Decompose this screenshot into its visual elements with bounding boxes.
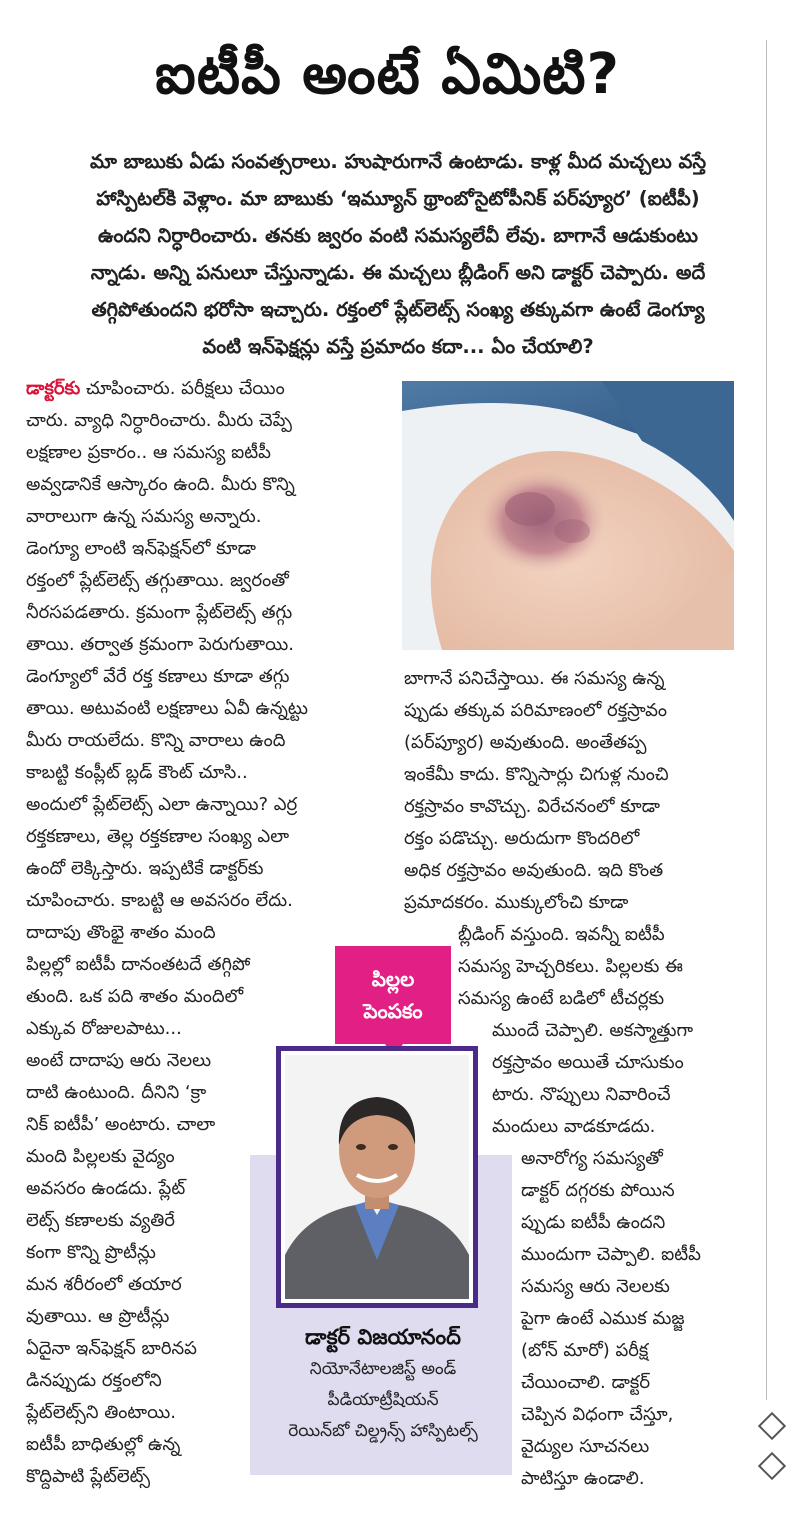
answer-line: లక్షణాల ప్రకారం.. ఆ సమస్య ఐటీపీ xyxy=(26,442,271,463)
answer-line: సమస్య హెచ్చరికలు. పిల్లలకు ఈ xyxy=(458,956,683,977)
question-line: తగ్గిపోతుందని భరోసా ఇచ్చారు. రక్తంలో ప్లేట్‌లెట్స్ సంఖ్య తక్కువగా ఉంటే డెంగ్యూ xyxy=(91,298,705,321)
answer-line: పైగా ఉంటే ఎముక మజ్జ xyxy=(521,1308,685,1329)
answer-line: డినప్పుడు రక్తంలోని xyxy=(26,1370,162,1391)
answer-line: డెంగ్యూ లాంటి ఇన్‌ఫెక్షన్‌లో కూడా xyxy=(26,538,256,559)
answer-line: చూపించారు. పరీక్షలు చేయిం xyxy=(80,378,285,399)
answer-line: డాక్టర్ దగ్గరకు పోయిన xyxy=(521,1180,675,1201)
answer-line: సమస్య ఉంటే బడిలో టీచర్లకు xyxy=(458,988,665,1009)
answer-line: రక్తం పడొచ్చు. అరుదుగా కొందరిలో xyxy=(404,828,640,849)
answer-column-right xyxy=(404,663,754,919)
answer-line: రక్తస్రావం అయితే చూసుకుం xyxy=(492,1052,684,1073)
doctor-portrait xyxy=(276,1046,478,1308)
question-line: వంటి ఇన్‌ఫెక్షన్లు వస్తే ప్రమాదం కదా... ఏం చేయాలి? xyxy=(202,335,594,358)
doctor-name: డాక్టర్ విజయానంద్ xyxy=(305,1325,461,1349)
answer-line: ప్లేట్‌లెట్స్‌ని తింటాయి. xyxy=(26,1402,176,1423)
answer-line: దాదాపు తొంభై శాతం మంది xyxy=(26,922,216,943)
section-tag xyxy=(335,946,451,1044)
answer-line: చేయించాలి. డాక్టర్ xyxy=(521,1372,651,1393)
diamond-icon xyxy=(758,1412,786,1440)
doctor-byline xyxy=(255,1320,511,1447)
page-title: ఐటీపీ అంటే ఏమిటి? xyxy=(155,42,620,107)
answer-line: కొద్దిపాటి ప్లేట్‌లెట్స్ xyxy=(26,1466,151,1487)
answer-line: ముందుగా చెప్పాలి. ఐటీపీ xyxy=(521,1244,701,1265)
answer-line: అందులో ప్లేట్‌లెట్స్ ఎలా ఉన్నాయి? ఎర్ర xyxy=(26,794,298,815)
question-line: మా బాబుకు ఏడు సంవత్సరాలు. హుషారుగానే ఉంటాడు. కాళ్ల మీద మచ్చలు వస్తే xyxy=(89,150,707,173)
answer-line: డెంగ్యూలో వేరే రక్త కణాలు కూడా తగ్గు xyxy=(26,666,290,687)
answer-line: రక్తకణాలు, తెల్ల రక్తకణాల సంఖ్య ఎలా xyxy=(26,826,290,847)
answer-column-right-2 xyxy=(458,919,758,1015)
reader-question xyxy=(28,143,768,365)
answer-line: చెప్పిన విధంగా చేస్తూ, xyxy=(521,1404,674,1425)
answer-line: ప్రమాదకరం. ముక్కులోంచి కూడా xyxy=(404,892,629,913)
answer-line: లెట్స్ కణాలకు వ్యతిరే xyxy=(26,1210,175,1231)
answer-column-right-3 xyxy=(492,1015,762,1143)
answer-line: ఏదైనా ఇన్‌ఫెక్షన్ బారినప xyxy=(26,1338,197,1359)
answer-line: అంటే దాదాపు ఆరు నెలలు xyxy=(26,1050,212,1071)
answer-line: దాటి ఉంటుంది. దీనిని ‘క్రా xyxy=(26,1082,207,1103)
answer-line: నీరసపడతారు. క్రమంగా ప్లేట్‌లెట్స్ తగ్గు xyxy=(26,602,293,623)
answer-line: పిల్లల్లో ఐటీపీ దానంతటదే తగ్గిపో xyxy=(26,954,251,975)
answer-line: ప్పుడు తక్కువ పరిమాణంలో రక్తస్రావం xyxy=(404,700,668,721)
doctor-role-line: రెయిన్‌బో చిల్డ్రన్స్ హాస్పిటల్స్ xyxy=(288,1421,478,1441)
answer-line: బ్లీడింగ్ వస్తుంది. ఇవన్నీ ఐటీపీ xyxy=(458,924,665,945)
answer-line: రక్తంలో ప్లేట్‌లెట్స్ తగ్గుతాయి. జ్వరంతో xyxy=(26,570,289,591)
answer-line: పాటిస్తూ ఉండాలి. xyxy=(521,1468,645,1489)
answer-line: ముందే చెప్పాలి. అకస్మాత్తుగా xyxy=(492,1020,694,1041)
tag-line: పెంపకం xyxy=(363,999,423,1023)
answer-line: మన శరీరంలో తయార xyxy=(26,1274,182,1295)
answer-line: చారు. వ్యాధి నిర్ధారించారు. మీరు చెప్పే xyxy=(26,410,292,431)
answer-line: అవసరం ఉండదు. ప్లేట్ xyxy=(26,1178,186,1199)
answer-line: (బోన్ మారో) పరీక్ష xyxy=(521,1340,649,1361)
doctor-role-line: నియోనేటాలజిస్ట్ అండ్ xyxy=(309,1359,457,1379)
answer-line: మంది పిల్లలకు వైద్యం xyxy=(26,1146,175,1167)
question-line: ఉందని నిర్ధారించారు. తనకు జ్వరం వంటి సమస్యలేవీ లేవు. బాగానే ఆడుకుంటు xyxy=(97,224,699,247)
answer-line: చూపించారు. కాబట్టి ఆ అవసరం లేదు. xyxy=(26,890,293,911)
answer-line: మందులు వాడకూడదు. xyxy=(492,1116,656,1137)
answer-line: అధిక రక్తస్రావం అవుతుంది. ఇది కొంత xyxy=(404,860,664,881)
answer-line: వైద్యుల సూచనలు xyxy=(521,1436,650,1457)
question-line: న్నాడు. అన్ని పనులూ చేస్తున్నాడు. ఈ మచ్చలు బ్లీడింగ్ అని డాక్టర్ చెప్పారు. అదే xyxy=(90,261,706,284)
answer-line: (పర్‌ప్యూర) అవుతుంది. అంతేతప్ప xyxy=(404,732,647,753)
answer-line: వారాలుగా ఉన్న సమస్య అన్నారు. xyxy=(26,506,262,527)
answer-line: తుంది. ఒక పది శాతం మందిలో xyxy=(26,986,244,1007)
answer-line: అవ్వడానికే ఆస్కారం ఉంది. మీరు కొన్ని xyxy=(26,474,295,495)
answer-line: ప్పుడు ఐటీపీ ఉందని xyxy=(521,1212,666,1233)
answer-line: ఇంకేమీ కాదు. కొన్నిసార్లు చిగుళ్ల నుంచి xyxy=(404,764,669,785)
answer-line: బాగానే పనిచేస్తాయి. ఈ సమస్య ఉన్న xyxy=(404,668,665,689)
answer-line: అనారోగ్య సమస్యతో xyxy=(521,1148,663,1169)
answer-line: ఐటీపీ బాధితుల్లో ఉన్న xyxy=(26,1434,181,1455)
question-line: హాస్పిటల్‌కి వెళ్లాం. మా బాబుకు ‘ఇమ్యూన్ థ్రాంబోసైటోపీనిక్ పర్‌ప్యూర’ (ఐటీపీ) xyxy=(96,187,700,210)
answer-lead: డాక్టర్‌కు xyxy=(26,378,81,399)
bruised-knee-photo xyxy=(402,381,734,650)
answer-first-line xyxy=(26,373,396,405)
tag-line: పిల్లల xyxy=(371,967,415,991)
answer-line: టారు. నొప్పులు నివారించే xyxy=(492,1084,671,1105)
diamond-icon xyxy=(758,1452,786,1480)
answer-line: సమస్య ఆరు నెలలకు xyxy=(521,1276,670,1297)
answer-line: వుతాయి. ఆ ప్రొటీన్లు xyxy=(26,1306,170,1327)
answer-line: నిక్ ఐటీపీ’ అంటారు. చాలా xyxy=(26,1114,216,1135)
answer-line: మీరు రాయలేదు. కొన్ని వారాలు ఉంది xyxy=(26,730,286,751)
answer-line: కాబట్టి కంప్లీట్ బ్లడ్ కౌంట్ చూసి.. xyxy=(26,762,248,783)
answer-line: తాయి. తర్వాత క్రమంగా పెరుగుతాయి. xyxy=(26,634,294,655)
answer-line: తాయి. అటువంటి లక్షణాలు ఏవీ ఉన్నట్టు xyxy=(26,698,308,719)
answer-line: ఎక్కువ రోజులపాటు... xyxy=(26,1018,182,1039)
doctor-role-line: పీడియాట్రీషియన్ xyxy=(327,1390,439,1410)
answer-line: కంగా కొన్ని ప్రొటీన్లు xyxy=(26,1242,156,1263)
answer-line: రక్తస్రావం కావొచ్చు. విరేచనంలో కూడా xyxy=(404,796,661,817)
answer-column-right-4 xyxy=(521,1143,761,1495)
answer-line: ఉందో లెక్కిస్తారు. ఇప్పటికే డాక్టర్‌కు xyxy=(26,858,264,879)
